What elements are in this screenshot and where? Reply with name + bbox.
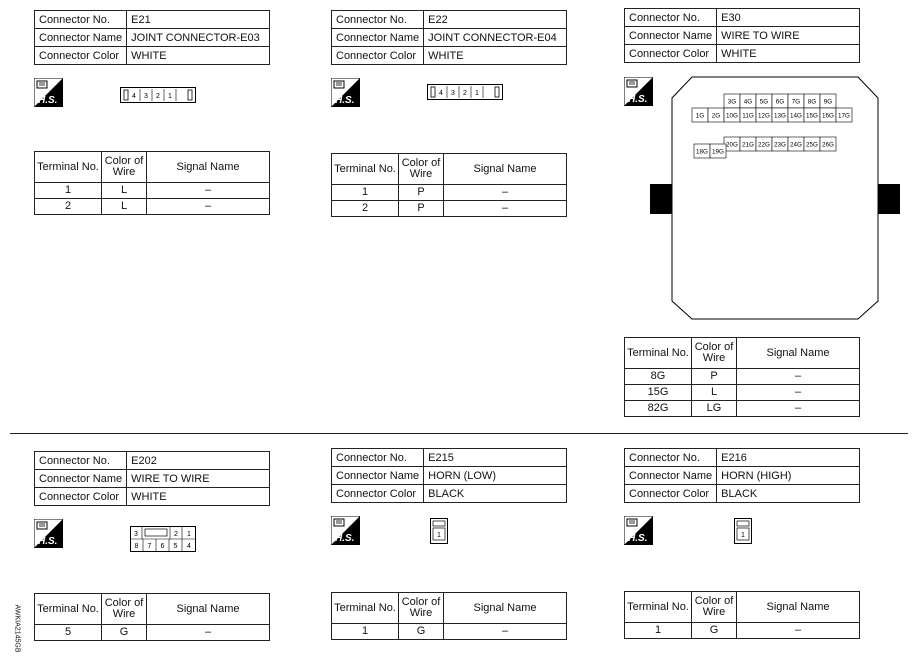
table-row: 15G L – — [625, 385, 860, 401]
hs-icon — [331, 516, 360, 545]
header-color-of-wire: Color of Wire — [102, 594, 147, 625]
header-terminal-no: Terminal No. — [332, 593, 399, 624]
label-connector-name: Connector Name — [332, 467, 424, 485]
connector-name-value: JOINT CONNECTOR-E03 — [127, 29, 270, 47]
pin-label: 22G — [758, 141, 770, 149]
pin-label: 3 — [134, 531, 138, 538]
connector-e21-terminal-table — [34, 151, 270, 215]
connector-name-value: HORN (HIGH) — [717, 467, 860, 485]
connector-e30-info — [624, 8, 860, 63]
pin-label: 12G — [758, 112, 770, 120]
header-signal-name: Signal Name — [444, 154, 567, 185]
connector-e216-info — [624, 448, 860, 503]
header-color-of-wire: Color of Wire — [102, 152, 147, 183]
header-signal-name: Signal Name — [147, 594, 270, 625]
pin-label: 1 — [475, 90, 479, 97]
label-connector-color: Connector Color — [35, 47, 127, 65]
pin-label: 2 — [156, 93, 160, 100]
pin-label: 3G — [727, 98, 737, 106]
pin-label: 1 — [168, 93, 172, 100]
pin-label: 2 — [174, 531, 178, 538]
hs-icon — [34, 78, 63, 107]
drawing-code: AWKIA2145GB — [13, 604, 21, 653]
pin-label: 24G — [790, 141, 802, 149]
label-connector-name: Connector Name — [35, 470, 127, 488]
pin-label: 3 — [144, 93, 148, 100]
label-connector-no: Connector No. — [332, 449, 424, 467]
header-signal-name: Signal Name — [444, 593, 567, 624]
pin-label: 20G — [726, 141, 738, 149]
table-row: 2 P – — [332, 201, 567, 217]
table-row: 1 L – — [35, 183, 270, 199]
pin-label: 8 — [134, 543, 139, 550]
connector-name-value: WIRE TO WIRE — [127, 470, 270, 488]
connector-e21-diagram — [120, 87, 196, 103]
pin-label: 1 — [437, 532, 441, 539]
section-divider — [10, 433, 908, 434]
connector-e202-info — [34, 451, 270, 506]
connector-e216-diagram — [734, 518, 752, 544]
pin-label: 4 — [187, 543, 191, 550]
connector-e202-diagram — [130, 526, 196, 552]
label-connector-color: Connector Color — [625, 45, 717, 63]
header-signal-name: Signal Name — [737, 338, 860, 369]
label-connector-name: Connector Name — [332, 29, 424, 47]
pin-label: 1 — [187, 531, 191, 538]
label-connector-no: Connector No. — [35, 11, 127, 29]
pin-label: 4 — [132, 93, 136, 100]
connector-e202-terminal-table — [34, 593, 270, 641]
header-color-of-wire: Color of Wire — [399, 154, 444, 185]
pin-label: 2 — [463, 90, 467, 97]
connector-e22-info — [331, 10, 567, 65]
label-connector-name: Connector Name — [625, 467, 717, 485]
connector-e30-terminal-table — [624, 337, 860, 417]
connector-color-value: BLACK — [424, 485, 567, 503]
connector-e21-info — [34, 10, 270, 65]
pin-label: 6G — [775, 98, 785, 106]
pin-label: 5 — [173, 543, 178, 550]
header-signal-name: Signal Name — [147, 152, 270, 183]
connector-e30-diagram — [650, 76, 900, 321]
table-row: 1 G – — [625, 623, 860, 639]
hs-icon — [331, 78, 360, 107]
table-row: 82G LG – — [625, 401, 860, 417]
header-color-of-wire: Color of Wire — [399, 593, 444, 624]
pin-label: 2G — [711, 112, 721, 120]
connector-no-value: E30 — [717, 9, 860, 27]
connector-color-value: BLACK — [717, 485, 860, 503]
pin-label: 1 — [741, 532, 745, 539]
table-row: 1 G – — [332, 624, 567, 640]
label-connector-color: Connector Color — [332, 47, 424, 65]
header-color-of-wire: Color of Wire — [692, 592, 737, 623]
connector-color-value: WHITE — [127, 47, 270, 65]
label-connector-color: Connector Color — [625, 485, 717, 503]
header-terminal-no: Terminal No. — [332, 154, 399, 185]
table-row: 8G P – — [625, 369, 860, 385]
pin-label: 14G — [790, 112, 802, 120]
connector-e216-terminal-table — [624, 591, 860, 639]
connector-e215-diagram — [430, 518, 448, 544]
pin-label: 26G — [822, 141, 834, 149]
connector-e215-info — [331, 448, 567, 503]
pin-label: 16G — [822, 112, 834, 120]
pin-label: 13G — [774, 112, 786, 120]
label-connector-no: Connector No. — [35, 452, 127, 470]
connector-color-value: WHITE — [717, 45, 860, 63]
connector-e215-terminal-table — [331, 592, 567, 640]
pin-label: 7 — [147, 543, 152, 550]
pin-label: 9G — [823, 98, 833, 106]
connector-e22-terminal-table — [331, 153, 567, 217]
pin-label: 18G — [696, 148, 708, 156]
connector-name-value: HORN (LOW) — [424, 467, 567, 485]
header-terminal-no: Terminal No. — [625, 338, 692, 369]
connector-no-value: E215 — [424, 449, 567, 467]
label-connector-no: Connector No. — [625, 9, 717, 27]
connector-no-value: E22 — [424, 11, 567, 29]
pin-label: 8G — [807, 98, 817, 106]
connector-name-value: JOINT CONNECTOR-E04 — [424, 29, 567, 47]
table-row: 1 P – — [332, 185, 567, 201]
connector-color-value: WHITE — [424, 47, 567, 65]
pin-label: 1G — [695, 112, 705, 120]
header-color-of-wire: Color of Wire — [692, 338, 737, 369]
pin-label: 4G — [743, 98, 753, 106]
pin-label: 3 — [451, 90, 455, 97]
pin-label: 19G — [712, 148, 724, 156]
header-terminal-no: Terminal No. — [625, 592, 692, 623]
table-row: 2 L – — [35, 199, 270, 215]
pin-label: 4 — [439, 90, 443, 97]
pin-label: 17G — [838, 112, 850, 120]
label-connector-color: Connector Color — [332, 485, 424, 503]
pin-label: 15G — [806, 112, 818, 120]
pin-label: 21G — [742, 141, 754, 149]
label-connector-no: Connector No. — [332, 11, 424, 29]
connector-no-value: E21 — [127, 11, 270, 29]
pin-label: 25G — [806, 141, 818, 149]
header-terminal-no: Terminal No. — [35, 594, 102, 625]
header-terminal-no: Terminal No. — [35, 152, 102, 183]
pin-label: 5G — [759, 98, 769, 106]
label-connector-name: Connector Name — [35, 29, 127, 47]
hs-icon — [624, 77, 653, 106]
header-signal-name: Signal Name — [737, 592, 860, 623]
pin-label: 23G — [774, 141, 786, 149]
pin-label: 6 — [160, 543, 165, 550]
hs-icon — [624, 516, 653, 545]
label-connector-color: Connector Color — [35, 488, 127, 506]
connector-e22-diagram — [427, 84, 503, 100]
connector-color-value: WHITE — [127, 488, 270, 506]
connector-name-value: WIRE TO WIRE — [717, 27, 860, 45]
table-row: 5 G – — [35, 625, 270, 641]
hs-icon — [34, 519, 63, 548]
pin-label: 10G — [726, 112, 738, 120]
connector-no-value: E202 — [127, 452, 270, 470]
pin-label: 7G — [791, 98, 801, 106]
pin-label: 11G — [742, 112, 754, 120]
connector-no-value: E216 — [717, 449, 860, 467]
label-connector-no: Connector No. — [625, 449, 717, 467]
label-connector-name: Connector Name — [625, 27, 717, 45]
